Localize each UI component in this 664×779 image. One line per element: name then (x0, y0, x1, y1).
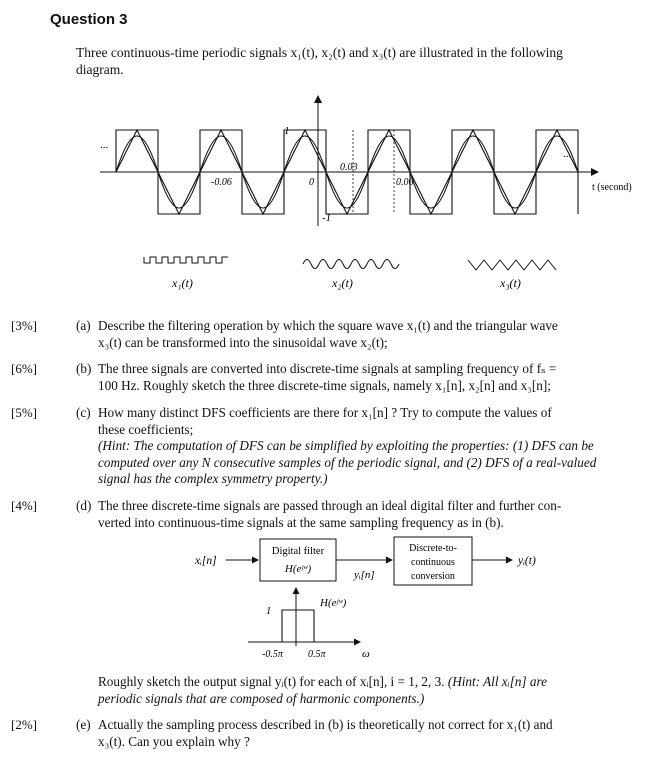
resp-passband (282, 610, 314, 642)
part-c-hint-2: computed over any N consecutive samples of the periodic signal, and (2) DFS of a real-valued (98, 454, 597, 470)
tick-003-label: 0.03 (340, 162, 358, 173)
x2-label: x₂(t) (332, 276, 353, 290)
resp-low: -0.5π (262, 649, 283, 660)
tick-neg-label: -0.06 (211, 177, 232, 188)
x1-mini-square (144, 257, 228, 263)
intro-line-1: Three continuous-time periodic signals x₁(t), x₂(t) and x₃(t) are illustrated in the following (76, 45, 563, 60)
resp-gain: 1 (266, 606, 272, 617)
part-e-line-2: x₃(t). Can you explain why ? (98, 733, 250, 749)
marks-d: [4%] (11, 498, 37, 513)
marks-c: [5%] (11, 405, 37, 420)
part-b (76, 361, 642, 394)
part-d-line-1: The three discrete-time signals are passed through an ideal digital filter and further con- (98, 498, 562, 513)
intro-line-2: diagram. (76, 62, 124, 77)
x3-mini-triangle (468, 260, 556, 270)
part-c (76, 405, 642, 488)
bd-output: yᵢ(t) (518, 555, 536, 567)
part-d-line-2: verted into continuous-time signals at the same sampling frequency as in (b). (98, 514, 504, 530)
dtc-line-3: conversion (411, 571, 455, 582)
part-e-line-1: Actually the sampling process described in (b) is theoretically not correct for x₁(t) and (98, 717, 553, 732)
dtc-line-1: Discrete-to- (409, 543, 457, 554)
part-d-after-hint-1: (Hint: All xᵢ[n] are (447, 674, 547, 689)
part-e-label: (e) (76, 717, 91, 732)
tick-zero-label: 0 (309, 177, 314, 188)
amp-pos-label: 1 (284, 125, 290, 137)
filter-title: Digital filter (271, 546, 325, 557)
filter-tf: H(eʲʷ) (284, 563, 312, 575)
x2-mini-sine (303, 260, 399, 269)
waveform-figure (0, 0, 664, 300)
part-c-hint-1: (Hint: The computation of DFS can be simplified by exploiting the properties: (1) DFS can be (98, 438, 594, 453)
question-title: Question 3 (50, 11, 128, 28)
part-b-line-1: The three signals are converted into discrete-time signals at sampling frequency of fₛ = (98, 361, 557, 376)
marks-b: [6%] (11, 361, 37, 376)
bd-mid-signal: yᵢ[n] (354, 569, 375, 581)
part-a-line-2: x₃(t) can be transformed into the sinusoidal wave x₂(t); (98, 334, 388, 350)
bd-input: xᵢ[n] (195, 555, 217, 567)
part-a-line-1: Describe the filtering operation by which the square wave x₁(t) and the triangular wave (98, 318, 558, 333)
tick-006-label: 0.06 (396, 177, 414, 188)
marks-a: [3%] (11, 318, 37, 333)
part-a (76, 318, 642, 351)
resp-high: 0.5π (308, 649, 326, 660)
part-c-line-2: these coefficients; (98, 421, 194, 437)
part-d-after-hint-2: periodic signals that are composed of harmonic components.) (98, 690, 425, 706)
block-diagram (0, 530, 664, 670)
part-c-line-1: How many distinct DFS coefficients are there for x₁[n] ? Try to compute the values of (98, 405, 552, 420)
part-b-label: (b) (76, 361, 92, 376)
part-a-label: (a) (76, 318, 91, 333)
part-e (76, 717, 642, 750)
part-d-after (76, 674, 642, 707)
dtc-line-2: continuous (411, 557, 455, 568)
amp-neg-label: -1 (322, 212, 332, 224)
marks-e: [2%] (11, 717, 37, 732)
dots-right: ... (563, 148, 572, 160)
time-axis-label: t (second) (592, 182, 632, 193)
part-b-line-2: 100 Hz. Roughly sketch the three discrete-time signals, namely x₁[n], x₂[n] and x₃[n]; (98, 377, 551, 393)
x3-label: x₃(t) (500, 276, 521, 290)
x1-label: x₁(t) (172, 276, 193, 290)
dots-left: ... (100, 139, 109, 151)
part-d-label: (d) (76, 498, 92, 513)
part-d-after-line: Roughly sketch the output signal yᵢ(t) for each of xᵢ[n], i = 1, 2, 3. (98, 674, 445, 689)
part-d (76, 498, 642, 531)
resp-label: H(eʲʷ) (320, 597, 347, 609)
resp-axis-label: ω (362, 648, 370, 660)
part-c-label: (c) (76, 405, 91, 420)
part-c-hint-3: signal has the complex symmetry property.) (98, 471, 328, 486)
